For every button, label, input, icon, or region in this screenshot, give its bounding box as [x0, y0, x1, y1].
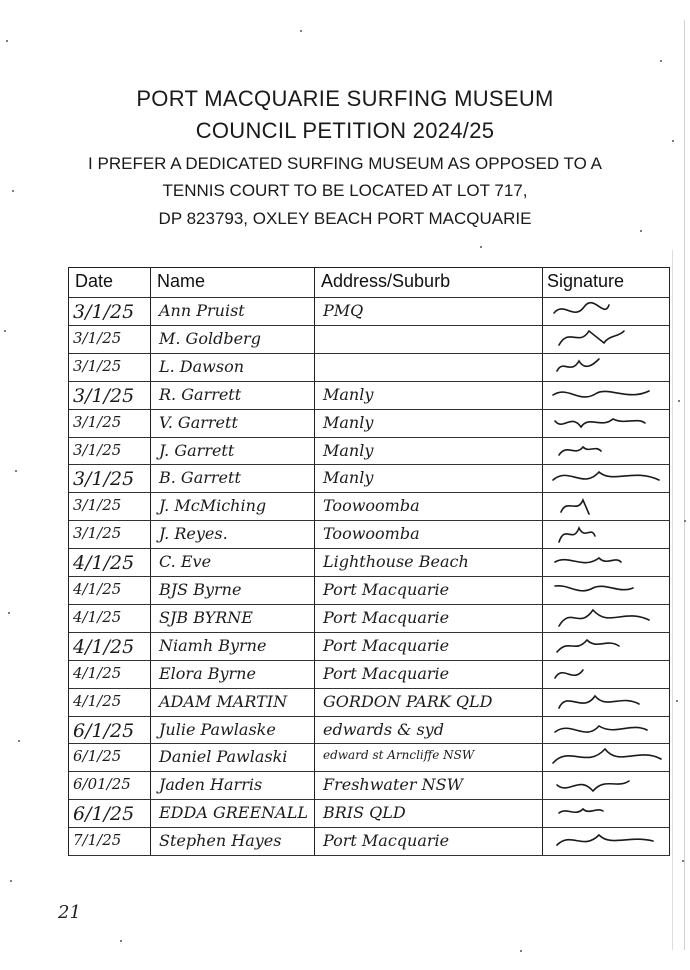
- handwritten-signature: [549, 578, 669, 602]
- cell-address: Manly: [323, 468, 374, 488]
- handwritten-signature: [549, 550, 669, 574]
- header-address: Address/Suburb: [321, 271, 451, 291]
- cell-address: Port Macquarie: [323, 607, 450, 627]
- header-name: Name: [157, 271, 206, 291]
- signature-table: [68, 267, 670, 856]
- cell-name: Niamh Byrne: [159, 635, 267, 655]
- cell-signature: [549, 550, 669, 574]
- cell-address: Manly: [323, 412, 374, 432]
- row-divider: [69, 576, 669, 577]
- cell-signature: [549, 355, 669, 379]
- cell-date: 4/1/25: [73, 580, 122, 598]
- cell-address: Toowoomba: [323, 496, 420, 516]
- handwritten-signature: [549, 718, 669, 742]
- cell-address: Freshwater NSW: [323, 775, 464, 795]
- cell-date: 6/1/25: [73, 747, 122, 766]
- cell-address: Port Macquarie: [323, 831, 450, 851]
- cell-signature: [549, 634, 669, 658]
- cell-name: SJB BYRNE: [159, 607, 253, 627]
- cell-name: Jaden Harris: [159, 775, 263, 795]
- cell-signature: [549, 466, 669, 490]
- cell-date: 3/1/25: [73, 384, 135, 407]
- handwritten-signature: [549, 662, 669, 686]
- petition-statement-line-1: I PREFER A DEDICATED SURFING MUSEUM AS OPPOSED TO A: [88, 154, 602, 173]
- row-divider: [69, 297, 669, 298]
- row-divider: [69, 716, 669, 717]
- cell-date: 3/1/25: [73, 440, 122, 459]
- handwritten-signature: [549, 606, 669, 630]
- handwritten-signature: [549, 355, 669, 379]
- row-divider: [69, 409, 669, 410]
- cell-address: Lighthouse Beach: [323, 552, 469, 572]
- cell-date: 6/01/25: [73, 775, 131, 794]
- cell-signature: [549, 718, 669, 742]
- cell-signature: [549, 411, 669, 435]
- row-divider: [69, 771, 669, 772]
- cell-date: 6/1/25: [73, 803, 135, 826]
- handwritten-signature: [549, 494, 669, 518]
- cell-name: J. Reyes.: [159, 524, 228, 544]
- page-number: 21: [58, 902, 81, 923]
- handwritten-signature: [549, 745, 669, 769]
- cell-name: ADAM MARTIN: [159, 691, 288, 711]
- cell-date: 3/1/25: [73, 412, 122, 431]
- row-divider: [69, 492, 669, 493]
- row-divider: [69, 520, 669, 521]
- row-divider: [69, 353, 669, 354]
- cell-name: R. Garrett: [159, 384, 242, 404]
- row-divider: [69, 855, 669, 856]
- row-divider: [69, 548, 669, 549]
- cell-address: Manly: [323, 440, 374, 460]
- cell-signature: [549, 829, 669, 853]
- cell-signature: [549, 578, 669, 602]
- handwritten-signature: [549, 690, 669, 714]
- cell-address: BRIS QLD: [323, 803, 406, 823]
- cell-name: V. Garrett: [159, 412, 238, 432]
- petition-statement-line-3: DP 823793, OXLEY BEACH PORT MACQUARIE: [158, 209, 532, 228]
- handwritten-signature: [549, 466, 669, 490]
- cell-name: M. Goldberg: [159, 328, 261, 348]
- cell-address: Toowoomba: [323, 524, 420, 544]
- row-divider: [69, 325, 669, 326]
- row-divider: [69, 827, 669, 828]
- cell-date: 4/1/25: [73, 607, 122, 626]
- header-signature: Signature: [547, 271, 625, 291]
- cell-name: J. Garrett: [159, 440, 235, 460]
- header-date: Date: [75, 271, 114, 291]
- cell-signature: [549, 439, 669, 463]
- petition-title: PORT MACQUARIE SURFING MUSEUM: [136, 86, 554, 111]
- cell-address: Port Macquarie: [323, 635, 450, 655]
- cell-name: BJS Byrne: [159, 580, 242, 599]
- cell-address: PMQ: [323, 301, 364, 320]
- cell-date: 4/1/25: [73, 635, 135, 658]
- cell-signature: [549, 745, 669, 769]
- cell-name: Daniel Pawlaski: [159, 747, 288, 767]
- cell-name: J. McMiching: [159, 496, 267, 516]
- cell-date: 4/1/25: [73, 552, 135, 575]
- cell-signature: [549, 494, 669, 518]
- cell-date: 4/1/25: [73, 663, 122, 682]
- cell-date: 7/1/25: [73, 831, 122, 850]
- handwritten-signature: [549, 327, 669, 351]
- row-divider: [69, 743, 669, 744]
- row-divider: [69, 437, 669, 438]
- row-divider: [69, 464, 669, 465]
- cell-signature: [549, 327, 669, 351]
- cell-date: 3/1/25: [73, 524, 122, 543]
- row-divider: [69, 632, 669, 633]
- petition-statement-line-2: TENNIS COURT TO BE LOCATED AT LOT 717,: [162, 181, 528, 200]
- cell-signature: [549, 606, 669, 630]
- cell-date: 6/1/25: [73, 719, 135, 742]
- cell-name: Ann Pruist: [159, 301, 245, 320]
- row-divider: [69, 604, 669, 605]
- handwritten-signature: [549, 801, 669, 825]
- cell-address: Port Macquarie: [323, 663, 450, 683]
- cell-address: Port Macquarie: [323, 580, 450, 599]
- cell-name: C. Eve: [159, 552, 212, 572]
- cell-signature: [549, 801, 669, 825]
- cell-date: 3/1/25: [73, 356, 122, 375]
- cell-date: 3/1/25: [73, 301, 135, 323]
- handwritten-signature: [549, 773, 669, 797]
- cell-name: B. Garrett: [159, 468, 241, 488]
- petition-subtitle: COUNCIL PETITION 2024/25: [195, 118, 495, 143]
- cell-signature: [549, 383, 669, 407]
- row-divider: [69, 660, 669, 661]
- cell-name: Stephen Hayes: [159, 831, 282, 851]
- handwritten-signature: [549, 383, 669, 407]
- cell-address: GORDON PARK QLD: [323, 691, 493, 711]
- cell-signature: [549, 773, 669, 797]
- cell-address: edwards & syd: [323, 719, 444, 739]
- cell-date: 4/1/25: [73, 691, 122, 710]
- handwritten-signature: [549, 634, 669, 658]
- handwritten-signature: [549, 439, 669, 463]
- cell-address: Manly: [323, 384, 374, 404]
- row-divider: [69, 381, 669, 382]
- cell-signature: [549, 299, 669, 323]
- cell-signature: [549, 662, 669, 686]
- cell-address: edward st Arncliffe NSW: [323, 748, 475, 763]
- cell-date: 3/1/25: [73, 328, 122, 347]
- cell-date: 3/1/25: [73, 468, 135, 491]
- cell-name: Julie Pawlaske: [159, 719, 276, 739]
- cell-signature: [549, 690, 669, 714]
- handwritten-signature: [549, 411, 669, 435]
- cell-name: L. Dawson: [159, 356, 245, 376]
- cell-name: EDDA GREENALL: [159, 803, 308, 823]
- cell-name: Elora Byrne: [159, 663, 256, 683]
- handwritten-signature: [549, 829, 669, 853]
- handwritten-signature: [549, 299, 669, 323]
- cell-date: 3/1/25: [73, 496, 122, 515]
- row-divider: [69, 799, 669, 800]
- handwritten-signature: [549, 522, 669, 546]
- cell-signature: [549, 522, 669, 546]
- row-divider: [69, 688, 669, 689]
